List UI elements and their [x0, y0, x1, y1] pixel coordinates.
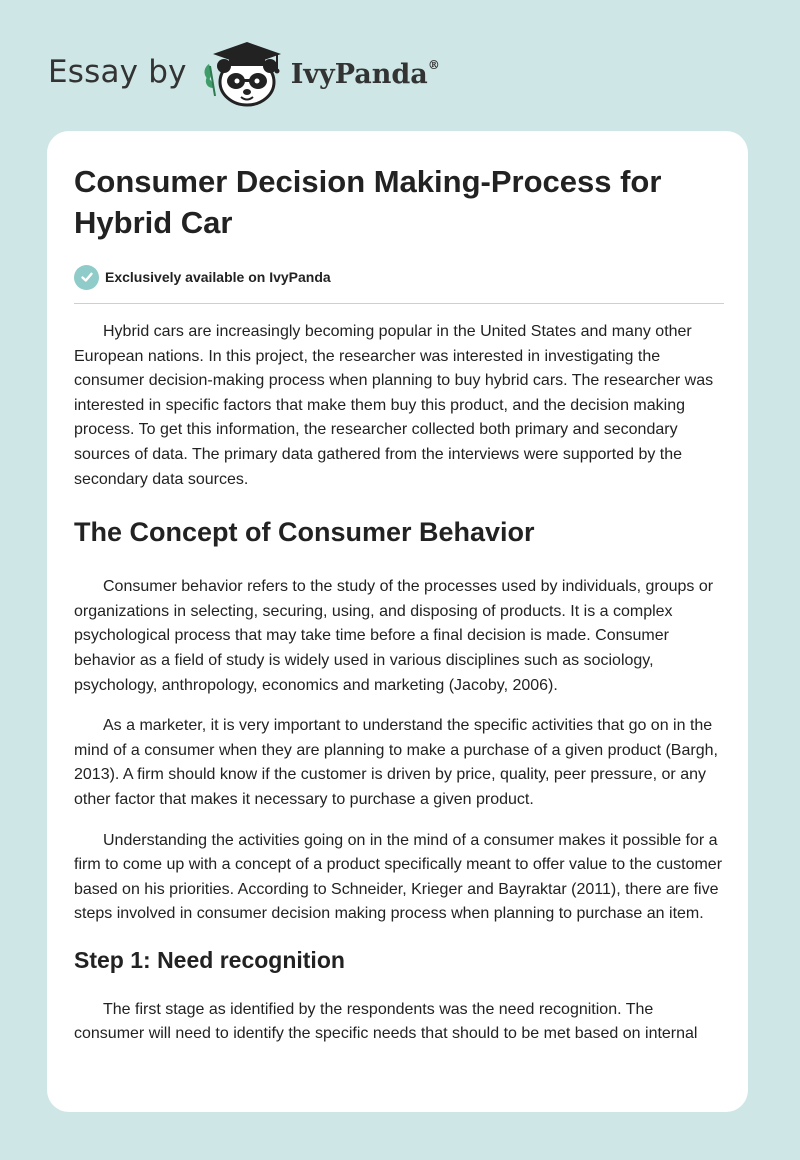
divider — [74, 303, 724, 304]
body-paragraph: Understanding the activities going on in the mind of a consumer makes it possible for a firm to come up with a concept of a product specifically meant to offer value to the customer based on his priorities. According to Schneider, Krieger and Bayraktar (2011), there are five steps involved in consumer decision making process when planning to purchase an item. — [74, 831, 723, 923]
brand-text: IvyPanda — [290, 58, 428, 90]
step-heading: Step 1: Need recognition — [74, 946, 345, 973]
registered-mark: ® — [427, 57, 440, 72]
step-paragraph: The first stage as identified by the respondents was the need recognition. The consumer will need to identify the specific needs that should to be met based on internal — [74, 1000, 698, 1043]
article-card — [47, 131, 748, 1112]
exclusive-badge-text: Exclusively available on IvyPanda — [105, 269, 331, 285]
body-paragraph: Consumer behavior refers to the study of the processes used by individuals, groups or organizations in selecting, securing, using, and disposing of products. It is a complex psychological process that may take time before a final decision is made. Consumer behavior as a field of study is widely used in various disciplines such as sociology, psychology, anthropology, economics and marketing (Jacoby, 2006). — [74, 578, 714, 694]
article-content — [74, 161, 724, 1047]
body-paragraph: As a marketer, it is very important to understand the specific activities that go on in the mind of a consumer when they are planning to make a purchase of a given product (Bargh, 2013). A firm should know if the customer is driven by price, quality, peer pressure, or any other factor that makes it necessary to purchase a given product. — [74, 717, 718, 808]
article-title: Consumer Decision Making-Process for Hybrid Car — [74, 164, 662, 240]
section-heading: The Concept of Consumer Behavior — [74, 517, 535, 548]
exclusive-badge — [74, 264, 724, 290]
intro-paragraph: Hybrid cars are increasingly becoming popular in the United States and many other European nations. In this project, the researcher was interested in investigating the consumer decision-making process when planning to buy hybrid cars. The researcher was interested in specific factors that make them buy this product, and the decision making process. To get this information, the researcher collected both primary and secondary sources of data. The primary data gathered from the interviews were supported by the secondary data sources. — [74, 323, 714, 488]
site-header — [48, 36, 440, 108]
essay-by-label: Essay by — [48, 54, 187, 90]
checkmark-icon — [74, 265, 99, 290]
panda-logo-icon[interactable] — [199, 36, 285, 108]
brand-name[interactable] — [291, 59, 440, 90]
